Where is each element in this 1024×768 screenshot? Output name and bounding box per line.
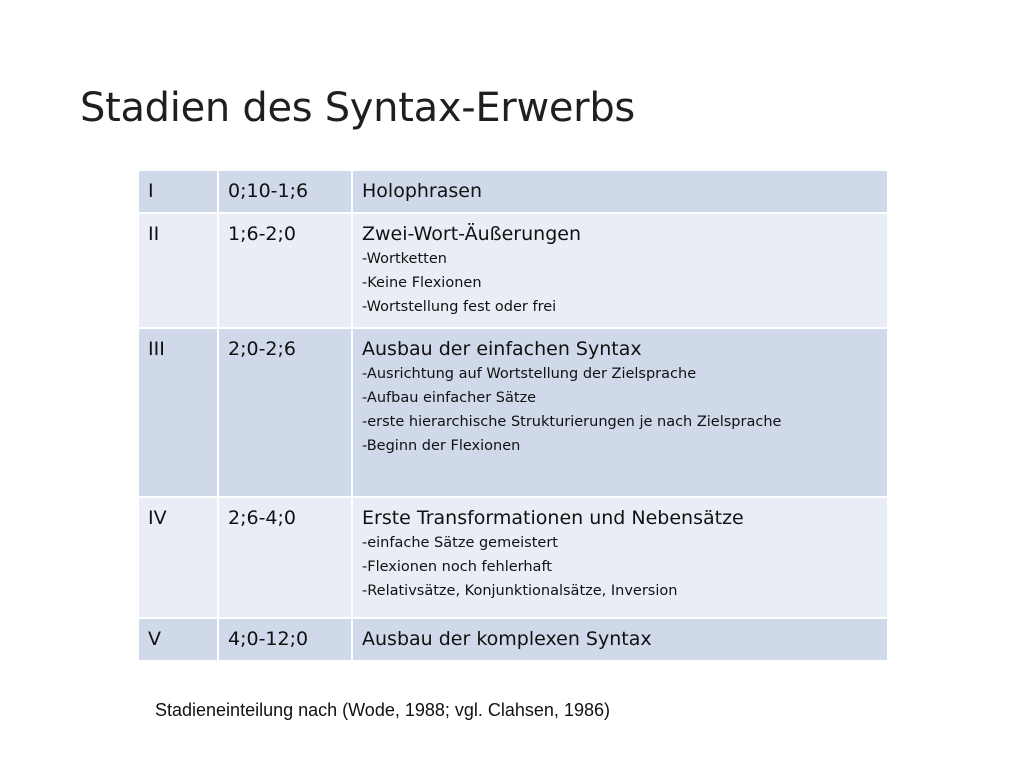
- description-cell: [352, 618, 888, 661]
- stage-description: Erste Transformationen und Nebensätze: [362, 507, 744, 529]
- stage-cell: V: [138, 618, 218, 661]
- detail-item: -Wortketten: [362, 251, 447, 267]
- age-cell: 4;0-12;0: [218, 618, 352, 661]
- stage-cell: II: [138, 213, 218, 328]
- detail-item: -Aufbau einfacher Sätze: [362, 390, 537, 406]
- description-cell: [352, 497, 888, 618]
- stage-cell: III: [138, 328, 218, 497]
- age-cell: 1;6-2;0: [218, 213, 352, 328]
- source-citation: Stadieneinteilung nach (Wode, 1988; vgl. Clahsen, 1986): [155, 700, 610, 720]
- table-row: [138, 618, 888, 661]
- detail-item: -Wortstellung fest oder frei: [362, 299, 557, 315]
- stages-table: [137, 169, 889, 662]
- detail-list: [362, 247, 878, 319]
- table-row: [138, 497, 888, 618]
- detail-item: -Ausrichtung auf Wortstellung der Zielsprache: [362, 366, 697, 382]
- stage-description: Holophrasen: [362, 180, 483, 202]
- detail-item: -erste hierarchische Strukturierungen je nach Zielsprache: [362, 414, 782, 430]
- detail-list: [362, 531, 878, 603]
- stage-description: Zwei-Wort-Äußerungen: [362, 223, 581, 245]
- description-cell: [352, 213, 888, 328]
- table-row: [138, 170, 888, 213]
- stage-description: Ausbau der einfachen Syntax: [362, 338, 642, 360]
- stage-cell: I: [138, 170, 218, 213]
- description-cell: [352, 328, 888, 497]
- stage-description: Ausbau der komplexen Syntax: [362, 628, 652, 650]
- slide-title: Stadien des Syntax-Erwerbs: [80, 85, 635, 131]
- table-row: [138, 213, 888, 328]
- description-cell: [352, 170, 888, 213]
- stage-cell: IV: [138, 497, 218, 618]
- age-cell: 2;0-2;6: [218, 328, 352, 497]
- detail-item: -Keine Flexionen: [362, 275, 482, 291]
- detail-list: [362, 362, 878, 458]
- detail-item: -Flexionen noch fehlerhaft: [362, 559, 552, 575]
- table-row: [138, 328, 888, 497]
- detail-item: -Beginn der Flexionen: [362, 438, 521, 454]
- age-cell: 2;6-4;0: [218, 497, 352, 618]
- detail-item: -einfache Sätze gemeistert: [362, 535, 558, 551]
- age-cell: 0;10-1;6: [218, 170, 352, 213]
- detail-item: -Relativsätze, Konjunktionalsätze, Inversion: [362, 583, 678, 599]
